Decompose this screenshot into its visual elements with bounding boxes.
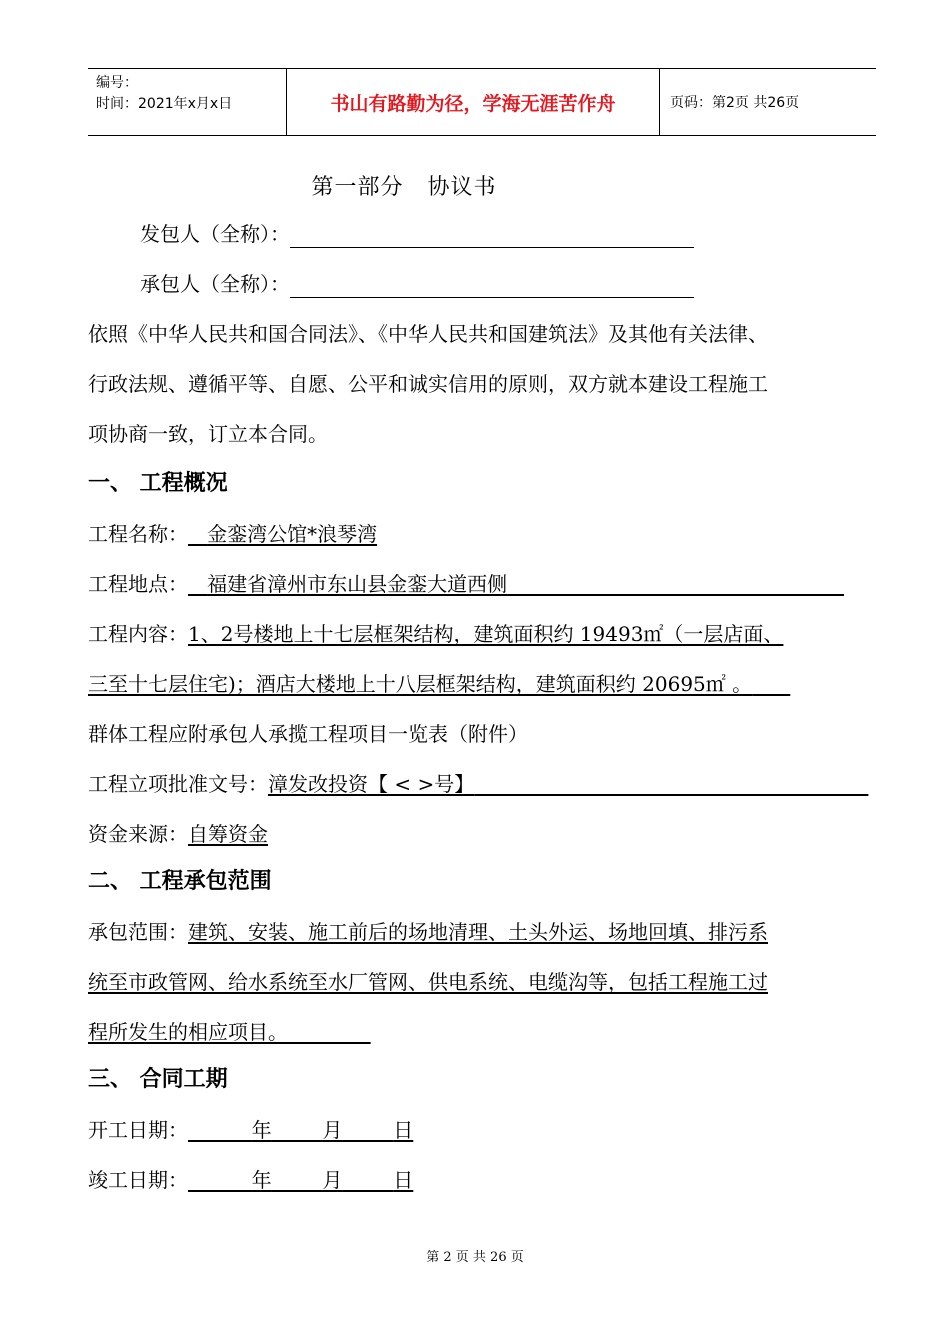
intro-line-1: 依照《中华人民共和国合同法》、《中华人民共和国建筑法》及其他有关法律、 xyxy=(88,322,768,346)
document-title xyxy=(0,170,808,201)
scope-line-2: 统至市政管网、给水系统至水厂管网、供电系统、电缆沟等，包括工程施工过 xyxy=(88,970,768,994)
project-content-row-2 xyxy=(88,670,790,698)
approval-label: 工程立项批准文号： xyxy=(88,772,268,796)
fund-label: 资金来源： xyxy=(88,822,188,846)
employer-blank xyxy=(290,223,694,248)
project-content-label: 工程内容： xyxy=(88,622,188,646)
title-part: 第一部分 xyxy=(311,175,404,200)
project-location-text: 福建省漳州市东山县金銮大道西侧 xyxy=(207,572,508,596)
header-meta xyxy=(88,69,287,135)
scope-row-1 xyxy=(88,918,768,946)
section1-heading: 一、 工程概况 xyxy=(88,471,228,496)
scope-label: 承包范围： xyxy=(88,920,188,944)
project-content-line-2-text: 三至十七层住宅)；酒店大楼地上十八层框架结构，建筑面积约 20695㎡ 。 xyxy=(88,672,753,696)
end-date-row xyxy=(88,1166,413,1194)
project-location-value xyxy=(188,572,844,596)
project-name-label: 工程名称： xyxy=(88,522,188,546)
employer-label: 发包人（全称）： xyxy=(140,222,290,246)
fund-row xyxy=(88,820,268,848)
scope-line-1: 建筑、安装、施工前后的场地清理、土头外运、场地回填、排污系 xyxy=(188,920,768,944)
header-page-info: 页码：第2页 共26页 xyxy=(670,95,800,111)
project-content-line-1: 1、2号楼地上十七层框架结构，建筑面积约 19493㎡（一层店面、 xyxy=(188,622,784,646)
approval-row xyxy=(88,770,868,798)
header-time: 时间：2021年x月x日 xyxy=(96,96,233,112)
project-content-row-1 xyxy=(88,620,783,648)
section2-heading: 二、 工程承包范围 xyxy=(88,869,272,894)
contractor-blank xyxy=(290,273,694,298)
scope-line-3-text: 程所发生的相应项目。 xyxy=(88,1020,288,1044)
group-note: 群体工程应附承包人承揽工程项目一览表（附件） xyxy=(88,722,528,746)
scope-line-3 xyxy=(88,1020,371,1044)
start-date-row xyxy=(88,1116,413,1144)
scope-row-2 xyxy=(88,968,768,996)
project-name-row xyxy=(88,520,377,548)
project-location-label: 工程地点： xyxy=(88,572,188,596)
contractor-row xyxy=(140,270,694,298)
page-footer: 第 2 页 共 26 页 xyxy=(426,1250,524,1265)
scope-row-3 xyxy=(88,1018,371,1046)
intro-line-2: 行政法规、遵循平等、自愿、公平和诚实信用的原则，双方就本建设工程施工 xyxy=(88,372,768,396)
end-day: 日 xyxy=(393,1168,414,1192)
intro-line-3: 项协商一致，订立本合同。 xyxy=(88,422,328,446)
approval-value xyxy=(268,772,868,796)
end-year: 年 xyxy=(251,1168,272,1192)
fund-value: 自筹资金 xyxy=(188,822,268,846)
start-month: 月 xyxy=(322,1118,343,1142)
end-date-label: 竣工日期： xyxy=(88,1168,188,1192)
end-month: 月 xyxy=(322,1168,343,1192)
project-name-text: 金銮湾公馆*浪琴湾 xyxy=(207,522,378,546)
start-date-value xyxy=(188,1118,413,1142)
header-number: 编号： xyxy=(96,75,138,91)
start-year: 年 xyxy=(251,1118,272,1142)
contractor-label: 承包人（全称）： xyxy=(140,272,290,296)
project-location-row xyxy=(88,570,844,598)
approval-text: 漳发改投资【 < >号】 xyxy=(268,772,475,796)
end-date-value xyxy=(188,1168,413,1192)
project-content-line-2 xyxy=(88,672,790,696)
page-header xyxy=(88,68,876,136)
title-name: 协议书 xyxy=(427,175,497,200)
project-name-value xyxy=(188,522,377,546)
header-slogan: 书山有路勤为径，学海无涯苦作舟 xyxy=(287,69,660,135)
employer-row xyxy=(140,220,694,248)
section3-heading: 三、 合同工期 xyxy=(88,1067,228,1092)
start-day: 日 xyxy=(393,1118,414,1142)
start-date-label: 开工日期： xyxy=(88,1118,188,1142)
